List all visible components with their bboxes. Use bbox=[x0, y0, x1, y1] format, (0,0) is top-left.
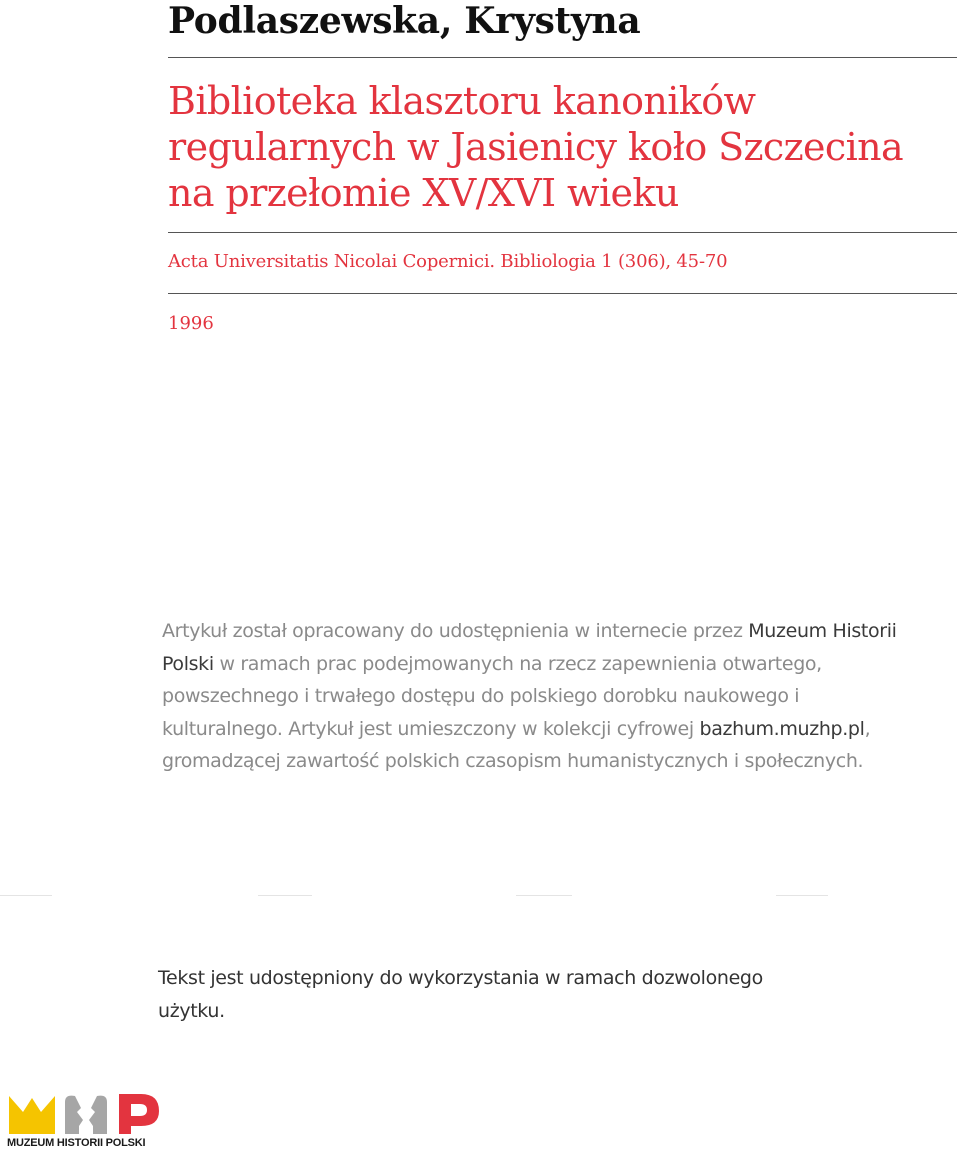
separator-dash bbox=[258, 895, 312, 896]
mhp-logo-icon bbox=[7, 1090, 163, 1138]
article-title: Biblioteka klasztoru kanoników regularnych w Jasienicy koło Szczecina na przełomie XV/XVI wieku bbox=[168, 79, 904, 215]
publication-year: 1996 bbox=[168, 313, 214, 334]
journal-citation: Acta Universitatis Nicolai Copernici. Bibliologia 1 (306), 45-70 bbox=[168, 251, 728, 272]
collection-link[interactable]: bazhum.muzhp.pl bbox=[699, 717, 865, 740]
separator-dash bbox=[776, 895, 828, 896]
author-name: Podlaszewska, Krystyna bbox=[168, 0, 641, 42]
top-divider bbox=[168, 57, 957, 58]
museum-name: Muzeum Historii Polski bbox=[162, 620, 897, 675]
license-note: Tekst jest udostępniony do wykorzystania w ramach dozwolonego użytku. bbox=[158, 967, 763, 1022]
title-divider bbox=[168, 232, 957, 233]
digitization-note: Artykuł został opracowany do udostępnienia w internecie przez Muzeum Historii Polski w ramach prac podejmowanych na rzecz zapewnienia otwartego, powszechnego i trwałego dostępu do polskiego dorobku naukowego i kulturalnego. Artykuł jest umieszczony w kolekcji cyfrowej bazhum.muzhp.pl, gromadzącej zawartość polskich czasopism humanistycznych i społecznych. bbox=[162, 620, 897, 773]
separator-dash bbox=[0, 895, 52, 896]
journal-divider bbox=[168, 293, 957, 294]
logo-caption: MUZEUM HISTORII POLSKI bbox=[7, 1137, 146, 1149]
separator-dash bbox=[516, 895, 572, 896]
museum-logo bbox=[7, 1090, 163, 1152]
